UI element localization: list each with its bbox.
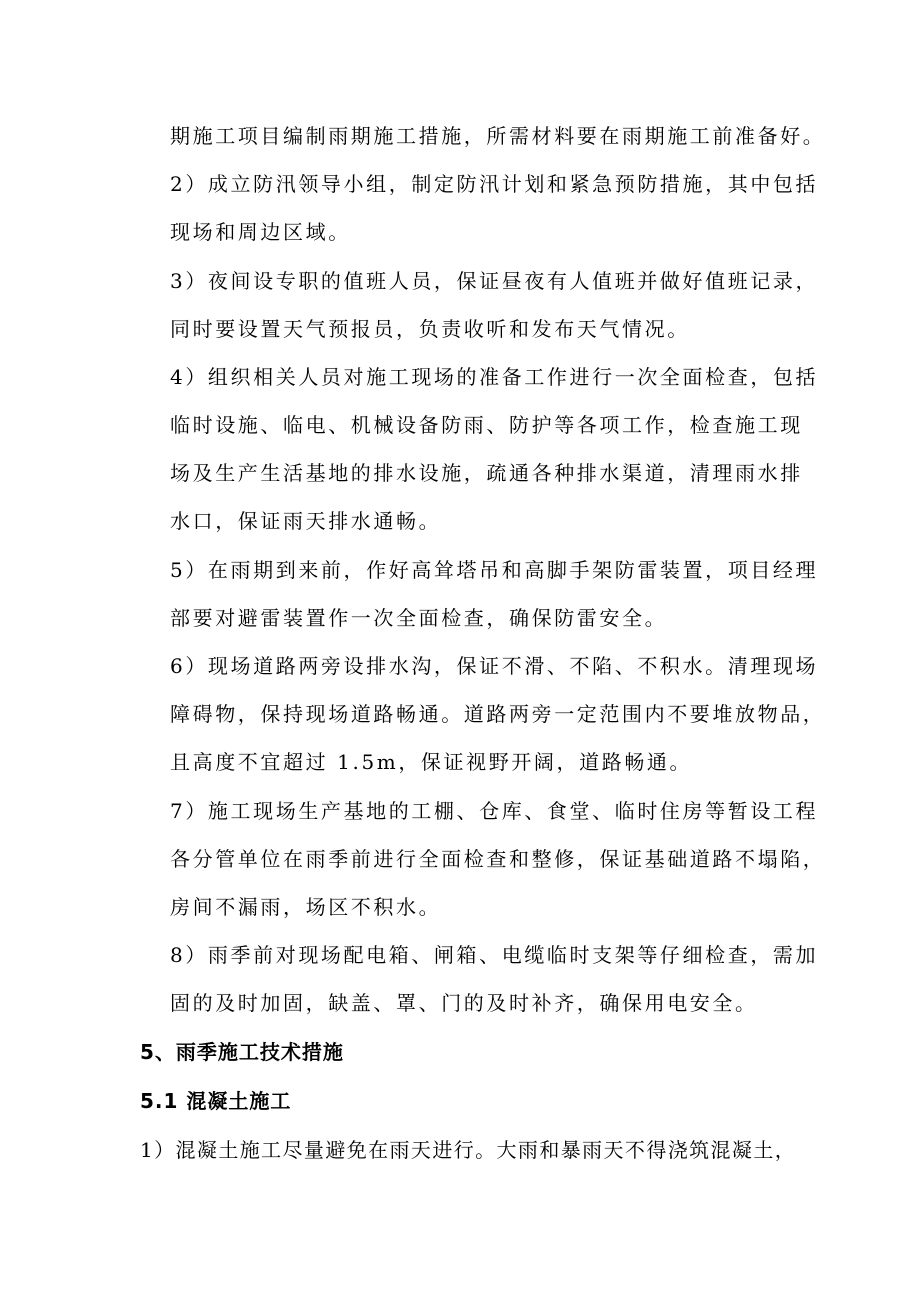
- text-line: 临时设施、临电、机械设备防雨、防护等各项工作，检查施工现: [170, 413, 803, 437]
- text-line: 同时要设置天气预报员，负责收听和发布天气情况。: [170, 317, 690, 341]
- text-line: 且高度不宜超过 1.5m，保证视野开阔，道路畅通。: [170, 750, 693, 774]
- section-heading: 5、雨季施工技术措施: [140, 1040, 344, 1064]
- text-line: 6）现场道路两旁设排水沟，保证不滑、不陷、不积水。清理现场: [170, 654, 819, 678]
- text-line: 各分管单位在雨季前进行全面检查和整修，保证基础道路不塌陷，: [170, 847, 826, 871]
- text-line: 障碍物，保持现场道路畅通。道路两旁一定范围内不要堆放物品，: [170, 702, 826, 726]
- text-line: 现场和周边区域。: [170, 220, 351, 244]
- text-line: 4）组织相关人员对施工现场的准备工作进行一次全面检查，包括: [170, 365, 819, 389]
- text-line: 场及生产生活基地的排水设施，疏通各种排水渠道，清理雨水排: [170, 461, 803, 485]
- text-line: 7）施工现场生产基地的工棚、仓库、食堂、临时住房等暂设工程: [170, 799, 819, 823]
- text-line: 3）夜间设专职的值班人员，保证昼夜有人值班并做好值班记录，: [170, 269, 819, 293]
- text-line: 水口，保证雨天排水通畅。: [170, 509, 442, 533]
- subsection-heading: 5.1 混凝土施工: [140, 1089, 292, 1113]
- text-line: 1）混凝土施工尽量避免在雨天进行。大雨和暴雨天不得浇筑混凝土，: [140, 1138, 797, 1162]
- text-line: 2）成立防汛领导小组，制定防汛计划和紧急预防措施，其中包括: [170, 172, 819, 196]
- text-line: 期施工项目编制雨期施工措施，所需材料要在雨期施工前准备好。: [170, 124, 826, 148]
- text-line: 固的及时加固，缺盖、罩、门的及时补齐，确保用电安全。: [170, 991, 758, 1015]
- text-line: 部要对避雷装置作一次全面检查，确保防雷安全。: [170, 606, 668, 630]
- text-line: 8）雨季前对现场配电箱、闸箱、电缆临时支架等仔细检查，需加: [170, 943, 819, 967]
- text-line: 房间不漏雨，场区不积水。: [170, 895, 442, 919]
- text-line: 5）在雨期到来前，作好高耸塔吊和高脚手架防雷装置，项目经理: [170, 558, 819, 582]
